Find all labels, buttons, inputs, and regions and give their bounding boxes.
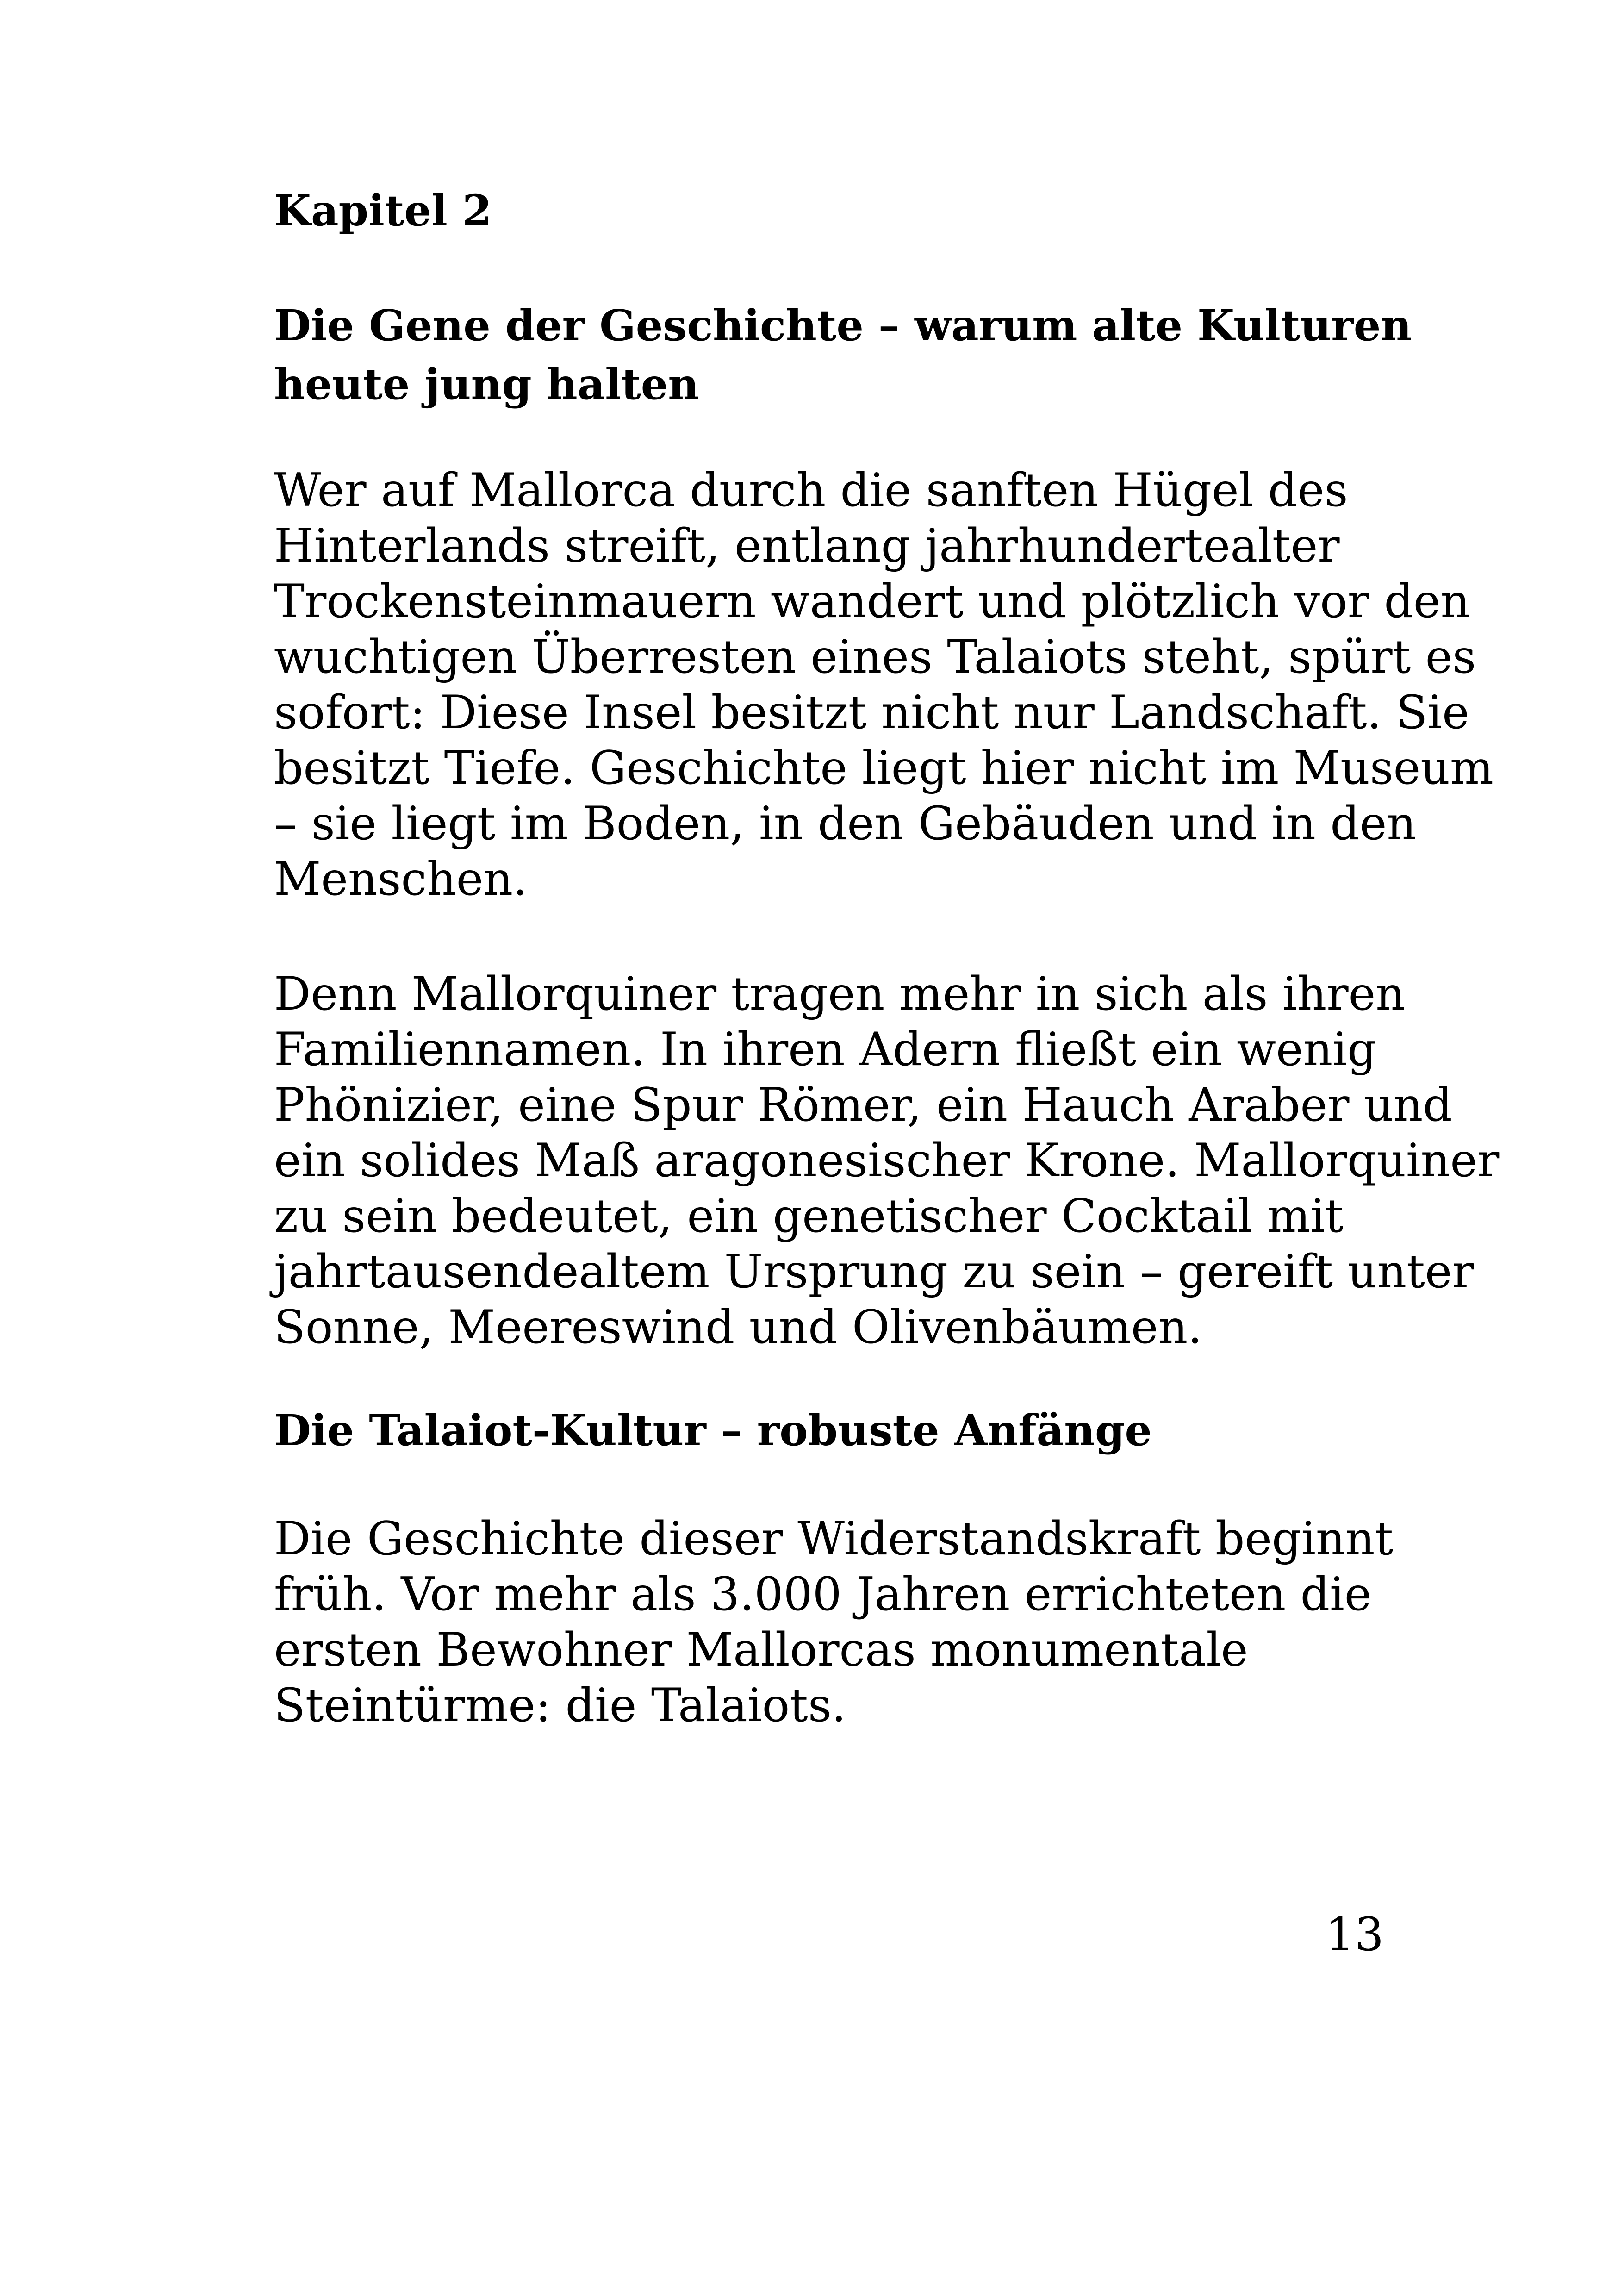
body-paragraph	[274, 463, 1494, 907]
chapter-title-line: heute jung halten	[274, 359, 699, 409]
chapter-label: Kapitel 2	[274, 186, 492, 236]
paragraph-line: Wer auf Mallorca durch die sanften Hügel des	[274, 464, 1348, 517]
paragraph-line: jahrtausendealtem Ursprung zu sein – gereift unter	[274, 1245, 1474, 1298]
paragraph-line: sofort: Diese Insel besitzt nicht nur Landschaft. Sie	[274, 686, 1469, 739]
paragraph-line: Phönizier, eine Spur Römer, ein Hauch Araber und	[274, 1079, 1452, 1132]
paragraph-line: wuchtigen Überresten eines Talaiots steht, spürt es	[274, 630, 1476, 684]
paragraph-line: Sonne, Meereswind und Olivenbäumen.	[274, 1301, 1202, 1354]
paragraph-line: früh. Vor mehr als 3.000 Jahren errichteten die	[274, 1568, 1372, 1621]
paragraph-line: Trockensteinmauern wandert und plötzlich vor den	[274, 575, 1470, 628]
paragraph-line: ersten Bewohner Mallorcas monumentale	[274, 1623, 1248, 1677]
section-heading: Die Talaiot-Kultur – robuste Anfänge	[274, 1405, 1152, 1455]
paragraph-line: ein solides Maß aragonesischer Krone. Mallorquiner	[274, 1134, 1500, 1187]
chapter-title-line: Die Gene der Geschichte – warum alte Kulturen	[274, 300, 1412, 350]
paragraph-line: Die Geschichte dieser Widerstandskraft beginnt	[274, 1512, 1394, 1566]
paragraph-line: Steintürme: die Talaiots.	[274, 1679, 846, 1732]
body-paragraph	[274, 1511, 1394, 1734]
paragraph-line: Hinterlands streift, entlang jahrhundertealter	[274, 519, 1340, 573]
chapter-title	[274, 296, 1412, 414]
paragraph-line: – sie liegt im Boden, in den Gebäuden und in den	[274, 797, 1417, 850]
paragraph-line: Menschen.	[274, 853, 528, 906]
paragraph-line: besitzt Tiefe. Geschichte liegt hier nicht im Museum	[274, 742, 1494, 795]
paragraph-line: zu sein bedeutet, ein genetischer Cocktail mit	[274, 1190, 1344, 1243]
paragraph-line: Denn Mallorquiner tragen mehr in sich als ihren	[274, 967, 1405, 1021]
page-number: 13	[1326, 1908, 1384, 1961]
body-paragraph	[274, 967, 1500, 1355]
paragraph-line: Familiennamen. In ihren Adern fließt ein wenig	[274, 1023, 1377, 1076]
